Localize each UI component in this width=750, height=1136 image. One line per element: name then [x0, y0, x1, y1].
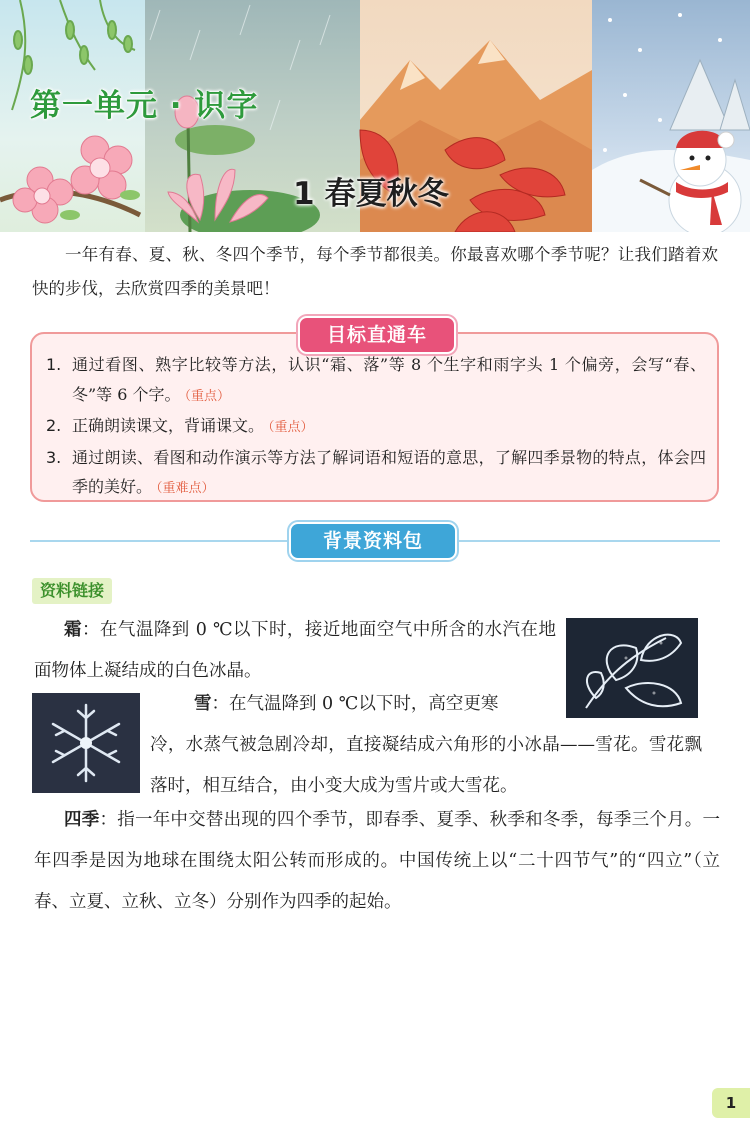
goal-item [46, 350, 706, 411]
goals-list [46, 350, 706, 504]
pine-tree-icon [670, 60, 750, 130]
background-heading: 背景资料包 [289, 522, 457, 560]
frost-text: ：在气温降到 0 ℃以下时，接近地面空气中所含的水汽在地面物体上凝结成的白色冰晶。 [34, 620, 556, 681]
seasons-paragraph [34, 800, 720, 923]
intro-paragraph: 一年有春、夏、秋、冬四个季节，每个季节都很美。你最喜欢哪个季节呢？让我们踏着欢快的步伐，去欣赏四季的美景吧！ [32, 245, 718, 298]
goal-number: 3. [46, 447, 62, 467]
lesson-title [293, 168, 449, 213]
snow-text-line1: ：在气温降到 0 ℃以下时，高空更寒 [211, 694, 499, 714]
snow-paragraph-line1 [150, 684, 558, 725]
frost-photo [566, 618, 698, 718]
frost-term: 霜 [64, 620, 82, 640]
goal-tag: （重点） [268, 420, 314, 435]
frost-paragraph [34, 610, 556, 692]
seasons-text: ：指一年中交替出现的四个季节，即春季、夏季、秋季和冬季，每季三个月。一年四季是因为地球在围绕太阳公转而形成的。中国传统上以“二十四节气”的“四立”（立春、立夏、立秋、立冬）分别作为四季的起始。 [34, 810, 721, 912]
unit-title: 第一单元 · 识字 [30, 88, 259, 124]
goal-text: 通过朗读、看图和动作演示等方法了解词语和短语的意思，了解四季景物的特点，体会四季的美好。 [72, 447, 706, 496]
goal-number: 2. [46, 416, 62, 435]
snow-term: 雪 [194, 694, 212, 714]
snow-icon [603, 13, 737, 152]
goal-item [46, 443, 706, 504]
peach-blossom-icon [0, 136, 140, 223]
frost-leaf-icon [566, 618, 698, 718]
goal-item [46, 411, 706, 443]
seasons-term: 四季 [64, 810, 100, 830]
lesson-number: 1 [293, 176, 315, 212]
seasons-banner [0, 0, 750, 232]
goal-text: 通过看图、熟字比较等方法，认识“霜、落”等 8 个生字和雨字头 1 个偏旁，会写“春、冬”等 6 个字。 [72, 355, 706, 404]
snow-paragraph-rest: 冷，水蒸气被急剧冷却，直接凝结成六角形的小冰晶——雪花。雪花飘落时，相互结合，由小变大成为雪片或大雪花。 [150, 735, 702, 796]
snowflake-icon [32, 693, 140, 793]
snowflake-photo [32, 693, 140, 793]
lesson-title-text: 春夏秋冬 [324, 176, 449, 212]
goal-tag: （重点） [184, 388, 231, 404]
goal-text: 正确朗读课文，背诵课文。 [72, 416, 265, 435]
goals-heading: 目标直通车 [298, 316, 456, 354]
goal-number: 1. [46, 355, 62, 374]
link-label: 资料链接 [32, 578, 112, 604]
goals-box [30, 332, 719, 502]
page-number: 1 [712, 1088, 750, 1118]
goal-tag: （重难点） [156, 481, 215, 496]
